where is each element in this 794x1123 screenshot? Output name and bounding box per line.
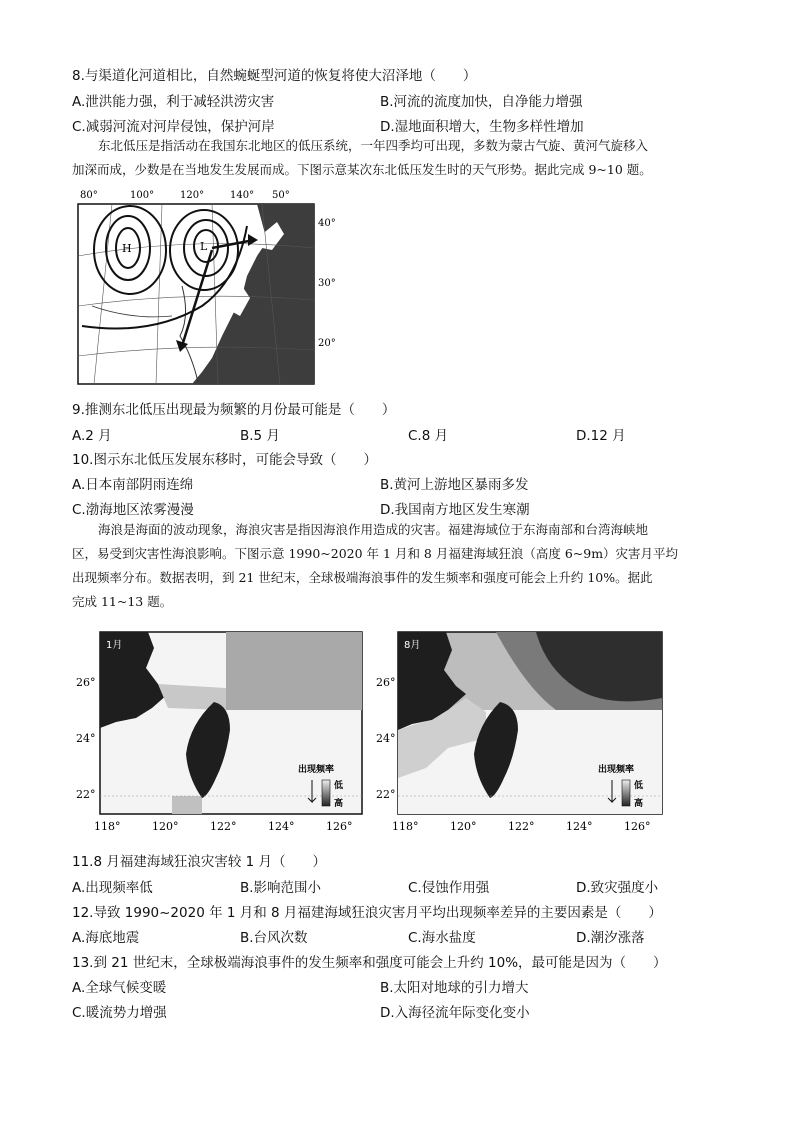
- q10-option-d: D.我国南方地区发生寒潮: [380, 502, 530, 518]
- q8-stem: 8.与渠道化河道相比，自然蜿蜒型河道的恢复将使大沼泽地（ ）: [72, 68, 477, 84]
- q9-option-d: D.12 月: [576, 428, 626, 444]
- lat-label-40: 40°: [318, 218, 336, 229]
- q13-option-b: B.太阳对地球的引力增大: [380, 980, 529, 996]
- intro-northeast-low: [72, 134, 732, 182]
- weather-map: [72, 186, 342, 388]
- q11-option-a: A.出现频率低: [72, 880, 153, 896]
- q13-option-d: D.入海径流年际变化变小: [380, 1005, 530, 1021]
- legend-gradient: [622, 780, 630, 806]
- lat-label-20: 20°: [318, 338, 336, 349]
- intro-sea-waves: [72, 518, 736, 614]
- q10-stem: 10.图示东北低压发展东移时，可能会导致（ ）: [72, 452, 377, 468]
- high-pressure-label: H: [122, 242, 132, 255]
- frequency-zone: [172, 796, 202, 814]
- q12-option-a: A.海底地震: [72, 930, 140, 946]
- lon-tick-126: 126°: [326, 820, 353, 833]
- lat-tick-24: 24°: [76, 732, 96, 745]
- frequency-zone: [226, 632, 362, 710]
- lon-tick-124: 124°: [566, 820, 593, 833]
- q10-option-b: B.黄河上游地区暴雨多发: [380, 477, 529, 493]
- q13-stem: 13.到 21 世纪末，全球极端海浪事件的发生频率和强度可能会上升约 10%，最可能是因为（ ）: [72, 955, 667, 971]
- lat-tick-26: 26°: [76, 676, 96, 689]
- lon-tick-120: 120°: [450, 820, 477, 833]
- lon-tick-122: 122°: [508, 820, 535, 833]
- legend-high-label: 高: [634, 799, 644, 809]
- low-pressure-label: L: [200, 240, 208, 253]
- q12-stem: 12.导致 1990~2020 年 1 月和 8 月福建海域狂浪灾害月平均出现频率差异的主要因素是（ ）: [72, 905, 662, 921]
- lat-tick-22: 22°: [376, 788, 396, 801]
- lon-tick-118: 118°: [94, 820, 121, 833]
- january-map-title: 1月: [106, 640, 123, 651]
- lat-tick-26: 26°: [376, 676, 396, 689]
- q8-option-a: A.泄洪能力强，利于减轻洪涝灾害: [72, 94, 275, 110]
- q8-option-b: B.河流的流度加快，自净能力增强: [380, 94, 583, 110]
- q11-stem: 11.8 月福建海域狂浪灾害较 1 月（ ）: [72, 854, 327, 870]
- legend-low-label: 低: [634, 781, 644, 791]
- q11-option-c: C.侵蚀作用强: [408, 880, 490, 896]
- legend-high-label: 高: [334, 799, 344, 809]
- lat-tick-24: 24°: [376, 732, 396, 745]
- january-wave-map: [76, 628, 376, 838]
- q13-option-a: A.全球气候变暖: [72, 980, 167, 996]
- lon-label-50: 50°: [272, 190, 290, 201]
- intro2-line-4: 完成 11~13 题。: [72, 594, 173, 609]
- lon-label-100: 100°: [130, 190, 155, 201]
- q10-option-a: A.日本南部阴雨连绵: [72, 477, 194, 493]
- q8-option-c: C.减弱河流对河岸侵蚀，保护河岸: [72, 119, 275, 135]
- legend-title: 出现频率: [598, 765, 635, 775]
- q9-option-a: A.2 月: [72, 428, 112, 444]
- q9-stem: 9.推测东北低压出现最为频繁的月份最可能是（ ）: [72, 402, 396, 418]
- lat-label-30: 30°: [318, 278, 336, 289]
- intro2-line-3: 出现频率分布。数据表明，到 21 世纪末，全球极端海浪事件的发生频率和强度可能会上升约 10%。据此: [72, 570, 653, 585]
- q9-option-c: C.8 月: [408, 428, 449, 444]
- q12-option-b: B.台风次数: [240, 930, 308, 946]
- lon-tick-124: 124°: [268, 820, 295, 833]
- lon-label-80: 80°: [80, 190, 98, 201]
- q10-option-c: C.渤海地区浓雾漫漫: [72, 502, 194, 518]
- intro1-line-1: 东北低压是指活动在我国东北地区的低压系统，一年四季均可出现，多数为蒙古气旋、黄河气旋移入: [98, 138, 649, 153]
- lon-tick-126: 126°: [624, 820, 651, 833]
- lon-tick-120: 120°: [152, 820, 179, 833]
- intro2-line-2: 区，易受到灾害性海浪影响。下图示意 1990~2020 年 1 月和 8 月福建海域狂浪（高度 6~9m）灾害月平均: [72, 546, 679, 561]
- q11-option-b: B.影响范围小: [240, 880, 322, 896]
- intro2-line-1: 海浪是海面的波动现象，海浪灾害是指因海浪作用造成的灾害。福建海域位于东海南部和台湾海峡地: [98, 522, 649, 537]
- lon-label-140: 140°: [230, 190, 255, 201]
- august-wave-map: [376, 628, 676, 838]
- q13-option-c: C.暖流势力增强: [72, 1005, 167, 1021]
- intro1-line-2: 加深而成，少数是在当地发生发展而成。下图示意某次东北低压发生时的天气形势。据此完成 9~10 题。: [72, 162, 652, 177]
- q12-option-c: C.海水盐度: [408, 930, 476, 946]
- q8-option-d: D.湿地面积增大，生物多样性增加: [380, 119, 584, 135]
- q9-option-b: B.5 月: [240, 428, 280, 444]
- lat-tick-22: 22°: [76, 788, 96, 801]
- q12-option-d: D.潮汐涨落: [576, 930, 645, 946]
- august-map-title: 8月: [404, 640, 421, 651]
- q11-option-d: D.致灾强度小: [576, 880, 659, 896]
- lon-tick-118: 118°: [392, 820, 419, 833]
- legend-low-label: 低: [334, 781, 344, 791]
- legend-title: 出现频率: [298, 765, 335, 775]
- lon-label-120: 120°: [180, 190, 205, 201]
- legend-gradient: [322, 780, 330, 806]
- lon-tick-122: 122°: [210, 820, 237, 833]
